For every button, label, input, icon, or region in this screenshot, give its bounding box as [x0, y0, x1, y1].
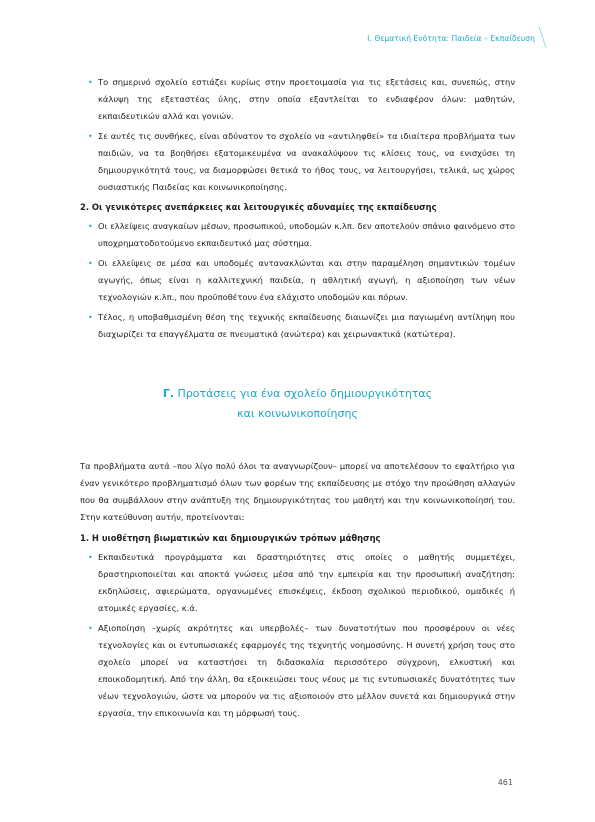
section-letter: Γ. [162, 387, 175, 400]
section-body [0, 458, 595, 725]
list-item: • Εκπαιδευτικά προγράμματα και δραστηριότητες στις οποίες ο μαθητής συμμετέχει, δραστηριοποιείται και αποκτά γνώσεις μέσα από την εμπειρία και την προσωπική αναζήτηση: εκδηλώσεις, αφιερώματα, οργανωμένες επισκέψεις, έκδοση σχολικού περιοδικού, ομαδικές ή ατομικές εργασίες, κ.ά. [0, 549, 595, 617]
list-item: • Οι ελλείψεις αναγκαίων μέσων, προσωπικού, υποδομών κ.λπ. δεν αποτελούν σπάνιο φαινόμενο στο υποχρηματοδοτούμενο εκπαιδευτικό μας σύστημα. [0, 218, 595, 252]
header-divider [539, 26, 547, 47]
list-a-block [0, 74, 595, 346]
bullet-icon: • [88, 624, 93, 633]
intro-paragraph: Τα προβλήματα αυτά –που λίγο πολύ όλοι τα αναγνωρίζουν– μπορεί να αποτελέσουν το εφαλτήριο για έναν γενικότερο προβληματισμό όλων των φορέων της εκπαίδευσης με στόχο την προώθηση αλλαγών που θα συμβάλλουν στην ανάπτυξη της δημιουργικότητας του μαθητή και την κοινωνικοποίησή του. Στην κατεύθυνση αυτήν, προτείνονται: [80, 461, 515, 522]
list-item: • Οι ελλείψεις σε μέσα και υποδομές αντανακλώνται και στην παραμέληση σημαντικών τομέων αγωγής, όπως είναι η καλλιτεχνική παιδεία, η αθλητική αγωγή, η αξιοποίηση των νέων τεχνολογιών κ.λπ., που προϋποθέτουν ένα ελάχιστο υποδομών και πόρων. [0, 255, 595, 306]
list-item: • Τέλος, η υποβαθμισμένη θέση της τεχνικής εκπαίδευσης διαιωνίζει μια παγιωμένη αντίληψη που διαχωρίζει τα επαγγέλματα σε πνευματικά (ανώτερα) και χειρωνακτικά (κατώτερα). [0, 309, 595, 343]
list-item: • Το σημερινό σχολείο εστιάζει κυρίως στην προετοιμασία για τις εξετάσεις και, συνεπώς, στην κάλυψη της εξεταστέας ύλης, στην οποία εξαντλείται το ενδιαφέρον όλων: μαθητών, εκπαιδευτικών αλλά και γονιών. [0, 74, 595, 125]
bullet-icon: • [88, 222, 93, 231]
subheading-2: 2. Οι γενικότερες ανεπάρκειες και λειτουργικές αδυναμίες της εκπαίδευσης [80, 202, 437, 212]
bullet-icon: • [88, 78, 93, 87]
running-header [367, 34, 535, 43]
list-item: • Αξιοποίηση –χωρίς ακρότητες και υπερβολές– των δυνατοτήτων που προσφέρουν οι νέες τεχνολογίες και οι εντυπωσιακές εφαρμογές της τεχνητής νοημοσύνης. Η συνετή χρήση τους στο σχολείο μπορεί να καταστήσει τη διδασκαλία περισσότερο σύγχρονη, ελκυστική και εποικοδομητική. Από την άλλη, θα εξοικειώσει τους νέους με τις εντυπωσιακές δυνατότητες των νέων τεχνολογιών, ώστε να μπορούν να τις αξιοποιούν στο μέλλον συνετά και δημιουργικά στην εργασία, την επικοινωνία και τη μόρφωσή τους. [0, 620, 595, 722]
bullet-icon: • [88, 132, 93, 141]
bullet-list-c [0, 549, 595, 722]
bullet-icon: • [88, 313, 93, 322]
section-title-line1: Προτάσεις για ένα σχολείο δημιουργικότητας [177, 387, 433, 400]
chapter-title: Θεματική Ενότητα: Παιδεία – Εκπαίδευση [374, 34, 535, 43]
section-title-line2: και κοινωνικοποίησης [237, 407, 358, 420]
bullet-list-a [0, 74, 595, 196]
subheading-1: 1. Η υιοθέτηση βιωματικών και δημιουργικών τρόπων μάθησης [80, 533, 381, 543]
bullet-icon: • [88, 259, 93, 268]
page-number: 461 [497, 778, 513, 787]
section-title [0, 384, 595, 424]
bullet-list-b [0, 218, 595, 343]
bullet-icon: • [88, 553, 93, 562]
list-item: • Σε αυτές τις συνθήκες, είναι αδύνατον το σχολείο να «αντιληφθεί» τα ιδιαίτερα προβλήματα των παιδιών, να τα βοηθήσει εξατομικευμένα να ανακαλύψουν τις κλίσεις τους, να ενισχύσει τη δημιουργικότητά τους, να διαμορφώσει θετικά το ήθος τους, να λειτουργήσει, τελικά, ως χώρος ουσιαστικής Παιδείας και κοινωνικοποίησης. [0, 128, 595, 196]
chapter-number: Ι. [367, 34, 372, 43]
